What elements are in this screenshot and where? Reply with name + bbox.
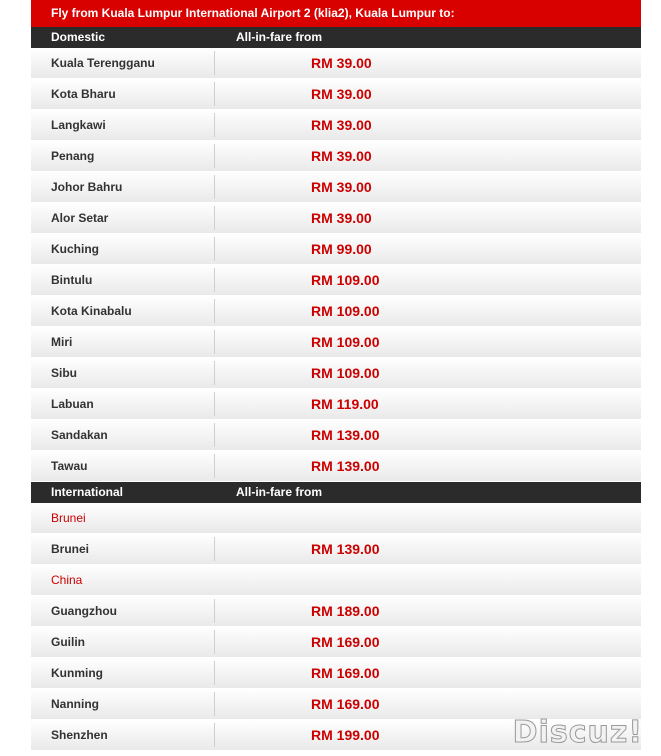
destination-name: Penang bbox=[51, 149, 95, 163]
fare-price: RM 39.00 bbox=[311, 148, 372, 164]
fare-price: RM 109.00 bbox=[311, 334, 380, 350]
destination-name: Kuala Terengganu bbox=[51, 56, 155, 70]
column-divider bbox=[214, 175, 215, 199]
fare-price: RM 39.00 bbox=[311, 210, 372, 226]
fare-price: RM 39.00 bbox=[311, 117, 372, 133]
column-divider bbox=[214, 361, 215, 385]
watermark-logo: Discuz! bbox=[512, 715, 643, 750]
fare-header-label: All-in-fare from bbox=[236, 485, 323, 499]
column-divider bbox=[214, 392, 215, 416]
fare-row[interactable] bbox=[31, 296, 641, 327]
fare-price: RM 169.00 bbox=[311, 634, 380, 650]
fare-price: RM 139.00 bbox=[311, 427, 380, 443]
column-divider bbox=[214, 537, 215, 561]
international-header bbox=[31, 482, 641, 503]
destination-name: Labuan bbox=[51, 397, 94, 411]
column-divider bbox=[214, 206, 215, 230]
fare-price: RM 39.00 bbox=[311, 86, 372, 102]
column-divider bbox=[214, 268, 215, 292]
fare-row[interactable] bbox=[31, 658, 641, 689]
fare-price: RM 39.00 bbox=[311, 179, 372, 195]
column-divider bbox=[214, 237, 215, 261]
fare-row[interactable] bbox=[31, 627, 641, 658]
fare-price: RM 189.00 bbox=[311, 603, 380, 619]
destination-name: Sibu bbox=[51, 366, 77, 380]
destination-name: Kota Kinabalu bbox=[51, 304, 132, 318]
fare-price: RM 169.00 bbox=[311, 665, 380, 681]
fare-price: RM 109.00 bbox=[311, 365, 380, 381]
fare-row[interactable] bbox=[31, 389, 641, 420]
domestic-header-label: Domestic bbox=[51, 30, 106, 44]
country-label: China bbox=[51, 573, 83, 587]
fare-header-label: All-in-fare from bbox=[236, 30, 323, 44]
column-divider bbox=[214, 51, 215, 75]
fare-row[interactable] bbox=[31, 358, 641, 389]
fare-price: RM 109.00 bbox=[311, 303, 380, 319]
fare-price: RM 139.00 bbox=[311, 458, 380, 474]
destination-name: Brunei bbox=[51, 542, 90, 556]
fare-row[interactable] bbox=[31, 234, 641, 265]
fare-row[interactable] bbox=[31, 79, 641, 110]
fare-price: RM 169.00 bbox=[311, 696, 380, 712]
column-divider bbox=[214, 454, 215, 478]
international-header-label: International bbox=[51, 485, 124, 499]
fare-row[interactable] bbox=[31, 203, 641, 234]
destination-name: Kunming bbox=[51, 666, 103, 680]
column-divider bbox=[214, 330, 215, 354]
country-label: Brunei bbox=[51, 511, 86, 525]
column-divider bbox=[214, 630, 215, 654]
destination-name: Tawau bbox=[51, 459, 88, 473]
destination-name: Kuching bbox=[51, 242, 99, 256]
fare-row[interactable] bbox=[31, 265, 641, 296]
international-list bbox=[31, 503, 641, 751]
destination-name: Johor Bahru bbox=[51, 180, 123, 194]
fare-row[interactable] bbox=[31, 420, 641, 451]
destination-name: Sandakan bbox=[51, 428, 108, 442]
destination-name: Shenzhen bbox=[51, 728, 108, 742]
fare-price: RM 119.00 bbox=[311, 396, 379, 412]
destination-name: Miri bbox=[51, 335, 73, 349]
fare-price: RM 39.00 bbox=[311, 55, 372, 71]
fare-price: RM 139.00 bbox=[311, 541, 380, 557]
column-divider bbox=[214, 692, 215, 716]
fare-price: RM 109.00 bbox=[311, 272, 380, 288]
destination-name: Bintulu bbox=[51, 273, 93, 287]
fare-row[interactable] bbox=[31, 596, 641, 627]
column-divider bbox=[214, 299, 215, 323]
column-divider bbox=[214, 423, 215, 447]
destination-name: Kota Bharu bbox=[51, 87, 116, 101]
column-divider bbox=[214, 144, 215, 168]
fare-row[interactable] bbox=[31, 110, 641, 141]
destination-name: Langkawi bbox=[51, 118, 106, 132]
column-divider bbox=[214, 723, 215, 747]
destination-name: Guilin bbox=[51, 635, 85, 649]
column-divider bbox=[214, 661, 215, 685]
destination-name: Nanning bbox=[51, 697, 99, 711]
column-divider bbox=[214, 82, 215, 106]
column-divider bbox=[214, 113, 215, 137]
fare-row[interactable] bbox=[31, 534, 641, 565]
destination-name: Guangzhou bbox=[51, 604, 117, 618]
domestic-header bbox=[31, 27, 641, 48]
destination-name: Alor Setar bbox=[51, 211, 109, 225]
fare-row[interactable] bbox=[31, 141, 641, 172]
fare-table bbox=[31, 0, 641, 751]
country-group-row bbox=[31, 503, 641, 534]
page-title: Fly from Kuala Lumpur International Airport 2 (klia2), Kuala Lumpur to: bbox=[31, 0, 641, 27]
domestic-list bbox=[31, 48, 641, 482]
country-group-row bbox=[31, 565, 641, 596]
fare-row[interactable] bbox=[31, 451, 641, 482]
fare-row[interactable] bbox=[31, 48, 641, 79]
fare-price: RM 99.00 bbox=[311, 241, 372, 257]
fare-price: RM 199.00 bbox=[311, 727, 380, 743]
fare-row[interactable] bbox=[31, 172, 641, 203]
fare-row[interactable] bbox=[31, 327, 641, 358]
column-divider bbox=[214, 599, 215, 623]
